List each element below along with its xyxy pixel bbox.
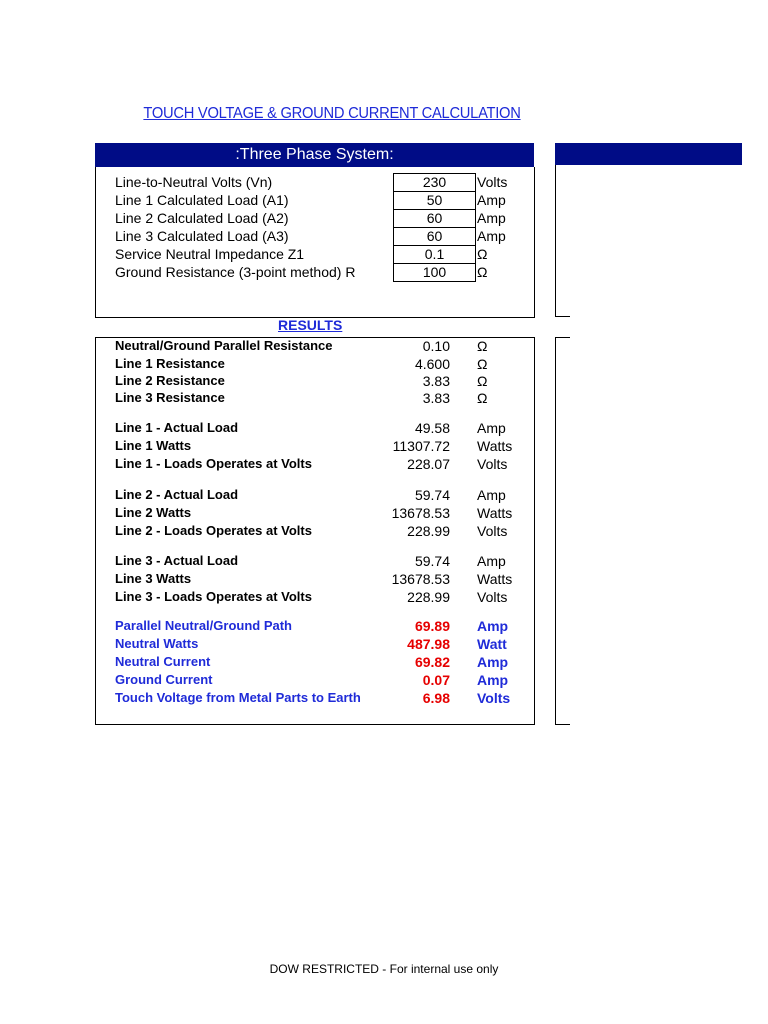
footer-note: DOW RESTRICTED - For internal use only [269, 962, 499, 976]
input-label: Ground Resistance (3-point method) R [115, 264, 356, 280]
result-label: Line 3 - Actual Load [115, 553, 239, 568]
result-value-highlight: 487.98 [407, 636, 450, 652]
result-unit: Amp [477, 487, 506, 503]
input-label: Line 3 Calculated Load (A3) [115, 228, 289, 244]
result-label: Line 1 - Actual Load [115, 420, 239, 435]
result-label: Neutral/Ground Parallel Resistance [115, 338, 333, 353]
result-unit-highlight: Amp [477, 618, 509, 634]
header-bar-right [555, 143, 742, 165]
result-label: Line 1 Watts [115, 438, 192, 453]
result-unit: Ω [477, 373, 488, 389]
result-unit: Watts [477, 571, 513, 587]
result-unit: Ω [477, 390, 488, 406]
result-label: Line 1 Resistance [115, 356, 225, 371]
result-unit: Volts [477, 589, 508, 605]
input-label: Line 1 Calculated Load (A1) [115, 192, 289, 208]
input-unit: Amp [477, 210, 506, 226]
input-label: Line 2 Calculated Load (A2) [115, 210, 289, 226]
input-label: Service Neutral Impedance Z1 [115, 246, 305, 262]
result-value: 3.83 [422, 390, 450, 406]
result-value: 228.99 [407, 589, 450, 605]
result-value-highlight: 6.98 [422, 690, 450, 706]
result-unit-highlight: Amp [477, 654, 509, 670]
result-unit: Ω [477, 356, 488, 372]
result-unit-highlight: Amp [477, 672, 509, 688]
result-label: Line 2 Resistance [115, 373, 225, 388]
input-unit: Ω [477, 246, 488, 262]
result-value: 228.07 [407, 456, 450, 472]
result-label-highlight: Parallel Neutral/Ground Path [115, 618, 292, 633]
result-unit: Watts [477, 438, 513, 454]
result-label-highlight: Ground Current [115, 672, 213, 687]
inputs-panel-right-border [555, 165, 570, 317]
results-panel-right-border [555, 337, 570, 725]
result-unit: Amp [477, 420, 506, 436]
result-label: Line 2 - Actual Load [115, 487, 239, 502]
results-title: RESULTS [278, 317, 343, 333]
result-label: Line 3 Watts [115, 571, 192, 586]
result-label: Line 3 Resistance [115, 390, 225, 405]
result-unit: Amp [477, 553, 506, 569]
input-a2-field[interactable]: 60 [393, 209, 476, 228]
input-unit: Amp [477, 228, 506, 244]
result-value: 228.99 [407, 523, 450, 539]
result-unit: Volts [477, 523, 508, 539]
input-unit: Volts [477, 174, 508, 190]
result-value: 59.74 [414, 553, 450, 569]
input-vn-field[interactable]: 230 [393, 173, 476, 192]
input-label: Line-to-Neutral Volts (Vn) [115, 174, 273, 190]
result-unit: Watts [477, 505, 513, 521]
result-label-highlight: Touch Voltage from Metal Parts to Earth [115, 690, 361, 705]
input-z1-field[interactable]: 0.1 [393, 245, 476, 264]
result-value: 59.74 [414, 487, 450, 503]
result-value: 0.10 [422, 338, 450, 354]
result-label-highlight: Neutral Current [115, 654, 211, 669]
result-label: Line 3 - Loads Operates at Volts [115, 589, 312, 604]
result-value: 11307.72 [392, 438, 450, 454]
result-unit-highlight: Watt [477, 636, 507, 652]
section-header: :Three Phase System: [95, 143, 534, 167]
input-a1-field[interactable]: 50 [393, 191, 476, 210]
result-value-highlight: 0.07 [422, 672, 450, 688]
result-value-highlight: 69.89 [414, 618, 450, 634]
input-r-field[interactable]: 100 [393, 263, 476, 282]
result-unit: Ω [477, 338, 488, 354]
page-title: TOUCH VOLTAGE & GROUND CURRENT CALCULATION [143, 105, 521, 122]
result-label: Line 2 Watts [115, 505, 192, 520]
result-value: 4.600 [414, 356, 450, 372]
result-unit-highlight: Volts [477, 690, 511, 706]
result-label: Line 1 - Loads Operates at Volts [115, 456, 312, 471]
input-a3-field[interactable]: 60 [393, 227, 476, 246]
input-unit: Amp [477, 192, 506, 208]
result-label-highlight: Neutral Watts [115, 636, 199, 651]
result-value: 13678.53 [391, 571, 450, 587]
result-value-highlight: 69.82 [414, 654, 450, 670]
result-label: Line 2 - Loads Operates at Volts [115, 523, 312, 538]
result-value: 3.83 [422, 373, 450, 389]
result-value: 13678.53 [391, 505, 450, 521]
result-unit: Volts [477, 456, 508, 472]
input-unit: Ω [477, 264, 488, 280]
result-value: 49.58 [414, 420, 450, 436]
